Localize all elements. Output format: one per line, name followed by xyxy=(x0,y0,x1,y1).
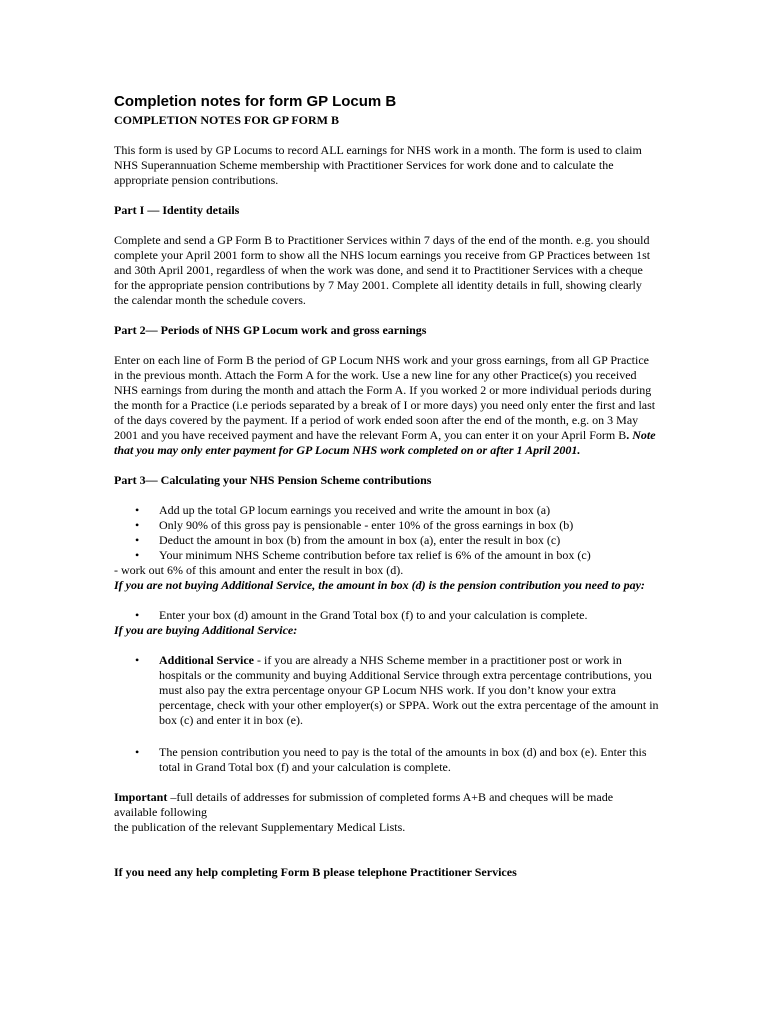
not-buying-heading: If you are not buying Additional Service, the amount in box (d) is the pension contribution you need to pay: xyxy=(114,578,645,592)
part3-heading: Part 3— Calculating your NHS Pension Scheme contributions xyxy=(114,473,432,487)
list-item-text: Deduct the amount in box (b) from the amount in box (a), enter the result in box (c) xyxy=(159,533,561,547)
list-item-text: Add up the total GP locum earnings you received and write the amount in box (a) xyxy=(159,503,551,517)
bullet-icon: • xyxy=(135,533,140,547)
buying-list xyxy=(114,653,659,728)
additional-service-text: - if you are already a NHS Scheme member in a practitioner post or work in hospitals or the community and buying Additional Service through extra percentage contributions, you must also pay the extra percentage onyour GP Locum NHS work. If you don’t know your extra percentage, check with your other employer(s) or SPPA. Work out the extra percentage of the amount in box (c) and enter it in box (e). xyxy=(159,653,659,727)
list-item xyxy=(114,533,659,548)
list-item-text: Enter your box (d) amount in the Grand Total box (f) to and your calculation is complete. xyxy=(159,608,588,622)
bullet-icon: • xyxy=(135,608,140,622)
bullet-icon: • xyxy=(135,653,140,667)
part3-bullet-list xyxy=(114,503,659,563)
list-item xyxy=(114,503,659,518)
part1-body: Complete and send a GP Form B to Practitioner Services within 7 days of the end of the month. e.g. you should complete your April 2001 form to show all the NHS locum earnings you receive from GP Practices between 1st and 30th April 2001, regardless of when the work was done, and send it to Practitioner Services with a cheque for the appropriate pension contributions by 7 May 2001. Complete all identity details in full, showing clearly the calendar month the schedule covers. xyxy=(114,233,651,307)
list-item xyxy=(114,518,659,533)
part1-heading: Part I — Identity details xyxy=(114,203,240,217)
help-line: If you need any help completing Form B please telephone Practitioner Services xyxy=(114,865,517,879)
total-list xyxy=(114,745,659,775)
list-item-text: Your minimum NHS Scheme contribution before tax relief is 6% of the amount in box (c) xyxy=(159,548,591,562)
important-line1: –full details of addresses for submission of completed forms A+B and cheques will be made available following xyxy=(114,790,614,819)
list-item xyxy=(114,653,659,728)
list-item-text: Only 90% of this gross pay is pensionable - enter 10% of the gross earnings in box (b) xyxy=(159,518,574,532)
list-item xyxy=(114,745,659,775)
important-line2: the publication of the relevant Supplementary Medical Lists. xyxy=(114,820,406,834)
page-title: Completion notes for form GP Locum B xyxy=(114,93,397,110)
page-subtitle: COMPLETION NOTES FOR GP FORM B xyxy=(114,113,340,127)
list-item xyxy=(114,548,659,563)
bullet-icon: • xyxy=(135,518,140,532)
important-label: Important xyxy=(114,790,168,804)
buying-heading: If you are buying Additional Service: xyxy=(114,623,298,637)
additional-service-label: Additional Service xyxy=(159,653,254,667)
part2-body-text: Enter on each line of Form B the period of GP Locum NHS work and your gross earnings, from all GP Practice in the previous month. Attach the Form A for the work. Use a new line for any other Practice(s) you received NHS earnings from during the month and attach the Form A. If you worked 2 or more individual periods during the month for a Practice (i.e periods separated by a break of I or more days) you need only enter the first and last of the days covered by the payment. If a period of work ended soon after the end of the month, e.g. on 3 May 2001 and you have received payment and have the relevant Form A, you can enter it on your April Form B xyxy=(114,353,656,442)
part2-note: Note that you may only enter payment for GP Locum NHS work completed on or after 1 April 2001. xyxy=(114,428,656,457)
not-buying-list xyxy=(114,608,659,623)
part2-body-end: . xyxy=(626,428,630,442)
part2-body xyxy=(114,353,659,458)
document-content xyxy=(114,93,659,880)
part2-heading: Part 2— Periods of NHS GP Locum work and gross earnings xyxy=(114,323,427,337)
important-paragraph xyxy=(114,790,659,820)
bullet-icon: • xyxy=(135,503,140,517)
bullet-icon: • xyxy=(135,548,140,562)
part3-continuation: - work out 6% of this amount and enter the result in box (d). xyxy=(114,563,404,577)
intro-paragraph: This form is used by GP Locums to record ALL earnings for NHS work in a month. The form is used to claim NHS Superannuation Scheme membership with Practitioner Services for work done and to calculate the appropriate pension contributions. xyxy=(114,143,642,187)
list-item xyxy=(114,608,659,623)
bullet-icon: • xyxy=(135,745,140,759)
list-item-text: The pension contribution you need to pay is the total of the amounts in box (d) and box (e). Enter this total in Grand Total box (f) and your calculation is complete. xyxy=(159,745,647,774)
